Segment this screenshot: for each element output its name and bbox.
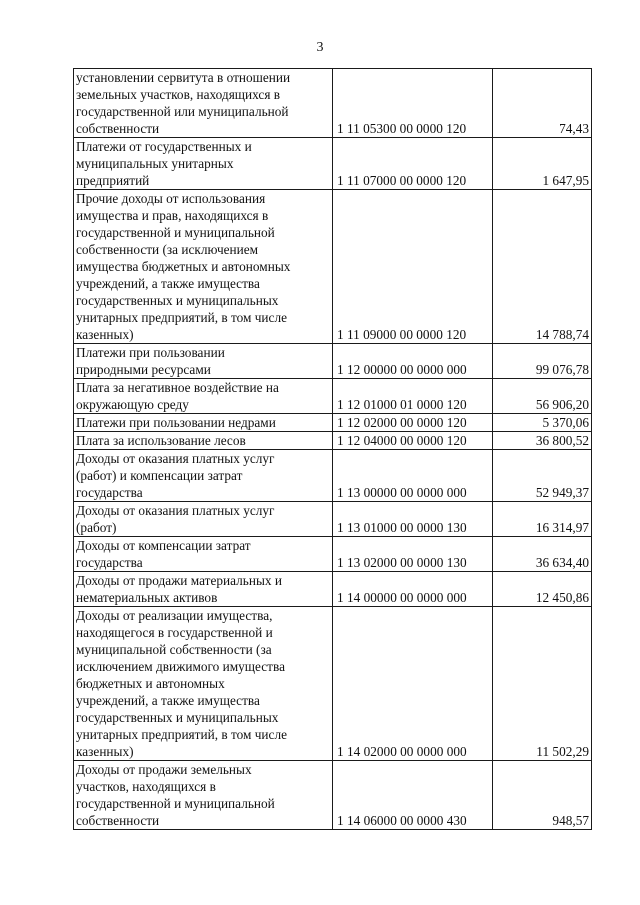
revenue-name-line: исключением движимого имущества [76, 659, 285, 674]
revenue-table [73, 68, 592, 830]
table-row [74, 138, 592, 190]
revenue-name-line: собственности (за исключением [76, 242, 259, 257]
amount-cell: 52 949,37 [493, 450, 592, 502]
table-row [74, 537, 592, 572]
revenue-name-line: государства [76, 555, 143, 570]
amount-cell: 16 314,97 [493, 502, 592, 537]
revenue-name-cell [74, 607, 333, 761]
revenue-name-cell [74, 537, 333, 572]
amount-cell: 948,57 [493, 761, 592, 830]
table-row [74, 432, 592, 450]
revenue-name-cell [74, 761, 333, 830]
revenue-name-line: предприятий [76, 173, 150, 188]
revenue-name-line: собственности [76, 121, 160, 136]
revenue-name-line: имущества бюджетных и автономных [76, 259, 291, 274]
revenue-name-line: Прочие доходы от использования [76, 191, 266, 206]
budget-code-cell: 1 12 01000 01 0000 120 [333, 379, 493, 414]
budget-code-cell: 1 12 00000 00 0000 000 [333, 344, 493, 379]
table-row [74, 190, 592, 344]
amount-cell: 1 647,95 [493, 138, 592, 190]
amount-cell: 12 450,86 [493, 572, 592, 607]
table-row [74, 414, 592, 432]
revenue-name-line: Доходы от продажи земельных [76, 762, 252, 777]
revenue-name-line: Доходы от компенсации затрат [76, 538, 251, 553]
revenue-name-line: государства [76, 485, 143, 500]
revenue-name-line: Платежи при пользовании [76, 345, 225, 360]
revenue-name-cell [74, 69, 333, 138]
budget-code-cell: 1 11 09000 00 0000 120 [333, 190, 493, 344]
revenue-name-line: природными ресурсами [76, 362, 211, 377]
budget-code-cell: 1 13 00000 00 0000 000 [333, 450, 493, 502]
table-row [74, 761, 592, 830]
budget-code-cell: 1 11 05300 00 0000 120 [333, 69, 493, 138]
revenue-name-line: унитарных предприятий, в том числе [76, 310, 287, 325]
revenue-name-line: казенных) [76, 744, 134, 759]
revenue-name-line: находящегося в государственной и [76, 625, 273, 640]
budget-code-cell: 1 13 01000 00 0000 130 [333, 502, 493, 537]
table-row [74, 344, 592, 379]
revenue-name-line: установлении сервитута в отношении [76, 70, 291, 85]
revenue-name-cell [74, 502, 333, 537]
budget-code-cell: 1 12 02000 00 0000 120 [333, 414, 493, 432]
revenue-name-line: муниципальной собственности (за [76, 642, 272, 657]
revenue-name-line: имущества и прав, находящихся в [76, 208, 269, 223]
revenue-name-line: Доходы от оказания платных услуг [76, 503, 275, 518]
amount-cell: 5 370,06 [493, 414, 592, 432]
revenue-name-cell [74, 138, 333, 190]
amount-cell: 36 634,40 [493, 537, 592, 572]
amount-cell: 74,43 [493, 69, 592, 138]
revenue-name-line: собственности [76, 813, 160, 828]
table-row [74, 379, 592, 414]
revenue-name-cell [74, 379, 333, 414]
revenue-table-body [74, 69, 592, 830]
revenue-name-line: государственной или муниципальной [76, 104, 289, 119]
revenue-name-cell [74, 450, 333, 502]
revenue-name-line: Доходы от реализации имущества, [76, 608, 273, 623]
budget-code-cell: 1 14 02000 00 0000 000 [333, 607, 493, 761]
budget-code-cell: 1 12 04000 00 0000 120 [333, 432, 493, 450]
table-row [74, 572, 592, 607]
revenue-name-line: Доходы от оказания платных услуг [76, 451, 275, 466]
revenue-name-line: (работ) [76, 520, 117, 535]
table-row [74, 607, 592, 761]
revenue-name-cell [74, 344, 333, 379]
table-row [74, 69, 592, 138]
revenue-name-line: нематериальных активов [76, 590, 218, 605]
revenue-name-line: бюджетных и автономных [76, 676, 225, 691]
revenue-name-line: Доходы от продажи материальных и [76, 573, 282, 588]
budget-code-cell: 1 13 02000 00 0000 130 [333, 537, 493, 572]
revenue-name-line: участков, находящихся в [76, 779, 216, 794]
revenue-name-line: Платежи при пользовании недрами [76, 415, 276, 430]
budget-code-cell: 1 11 07000 00 0000 120 [333, 138, 493, 190]
revenue-name-line: учреждений, а также имущества [76, 693, 260, 708]
revenue-name-line: унитарных предприятий, в том числе [76, 727, 287, 742]
page-number: 3 [316, 40, 324, 55]
table-row [74, 450, 592, 502]
revenue-name-line: государственной и муниципальной [76, 796, 275, 811]
amount-cell: 99 076,78 [493, 344, 592, 379]
revenue-name-cell [74, 432, 333, 450]
revenue-name-cell [74, 190, 333, 344]
revenue-name-line: земельных участков, находящихся в [76, 87, 281, 102]
revenue-name-line: муниципальных унитарных [76, 156, 234, 171]
revenue-name-line: Плата за негативное воздействие на [76, 380, 279, 395]
revenue-name-line: Плата за использование лесов [76, 433, 246, 448]
revenue-name-line: (работ) и компенсации затрат [76, 468, 243, 483]
revenue-name-line: окружающую среду [76, 397, 189, 412]
budget-code-cell: 1 14 00000 00 0000 000 [333, 572, 493, 607]
revenue-name-cell [74, 572, 333, 607]
revenue-name-line: учреждений, а также имущества [76, 276, 260, 291]
amount-cell: 56 906,20 [493, 379, 592, 414]
revenue-name-line: государственной и муниципальной [76, 225, 275, 240]
amount-cell: 36 800,52 [493, 432, 592, 450]
budget-code-cell: 1 14 06000 00 0000 430 [333, 761, 493, 830]
revenue-name-cell [74, 414, 333, 432]
table-row [74, 502, 592, 537]
revenue-name-line: казенных) [76, 327, 134, 342]
amount-cell: 14 788,74 [493, 190, 592, 344]
revenue-name-line: Платежи от государственных и [76, 139, 252, 154]
revenue-name-line: государственных и муниципальных [76, 293, 279, 308]
amount-cell: 11 502,29 [493, 607, 592, 761]
revenue-name-line: государственных и муниципальных [76, 710, 279, 725]
